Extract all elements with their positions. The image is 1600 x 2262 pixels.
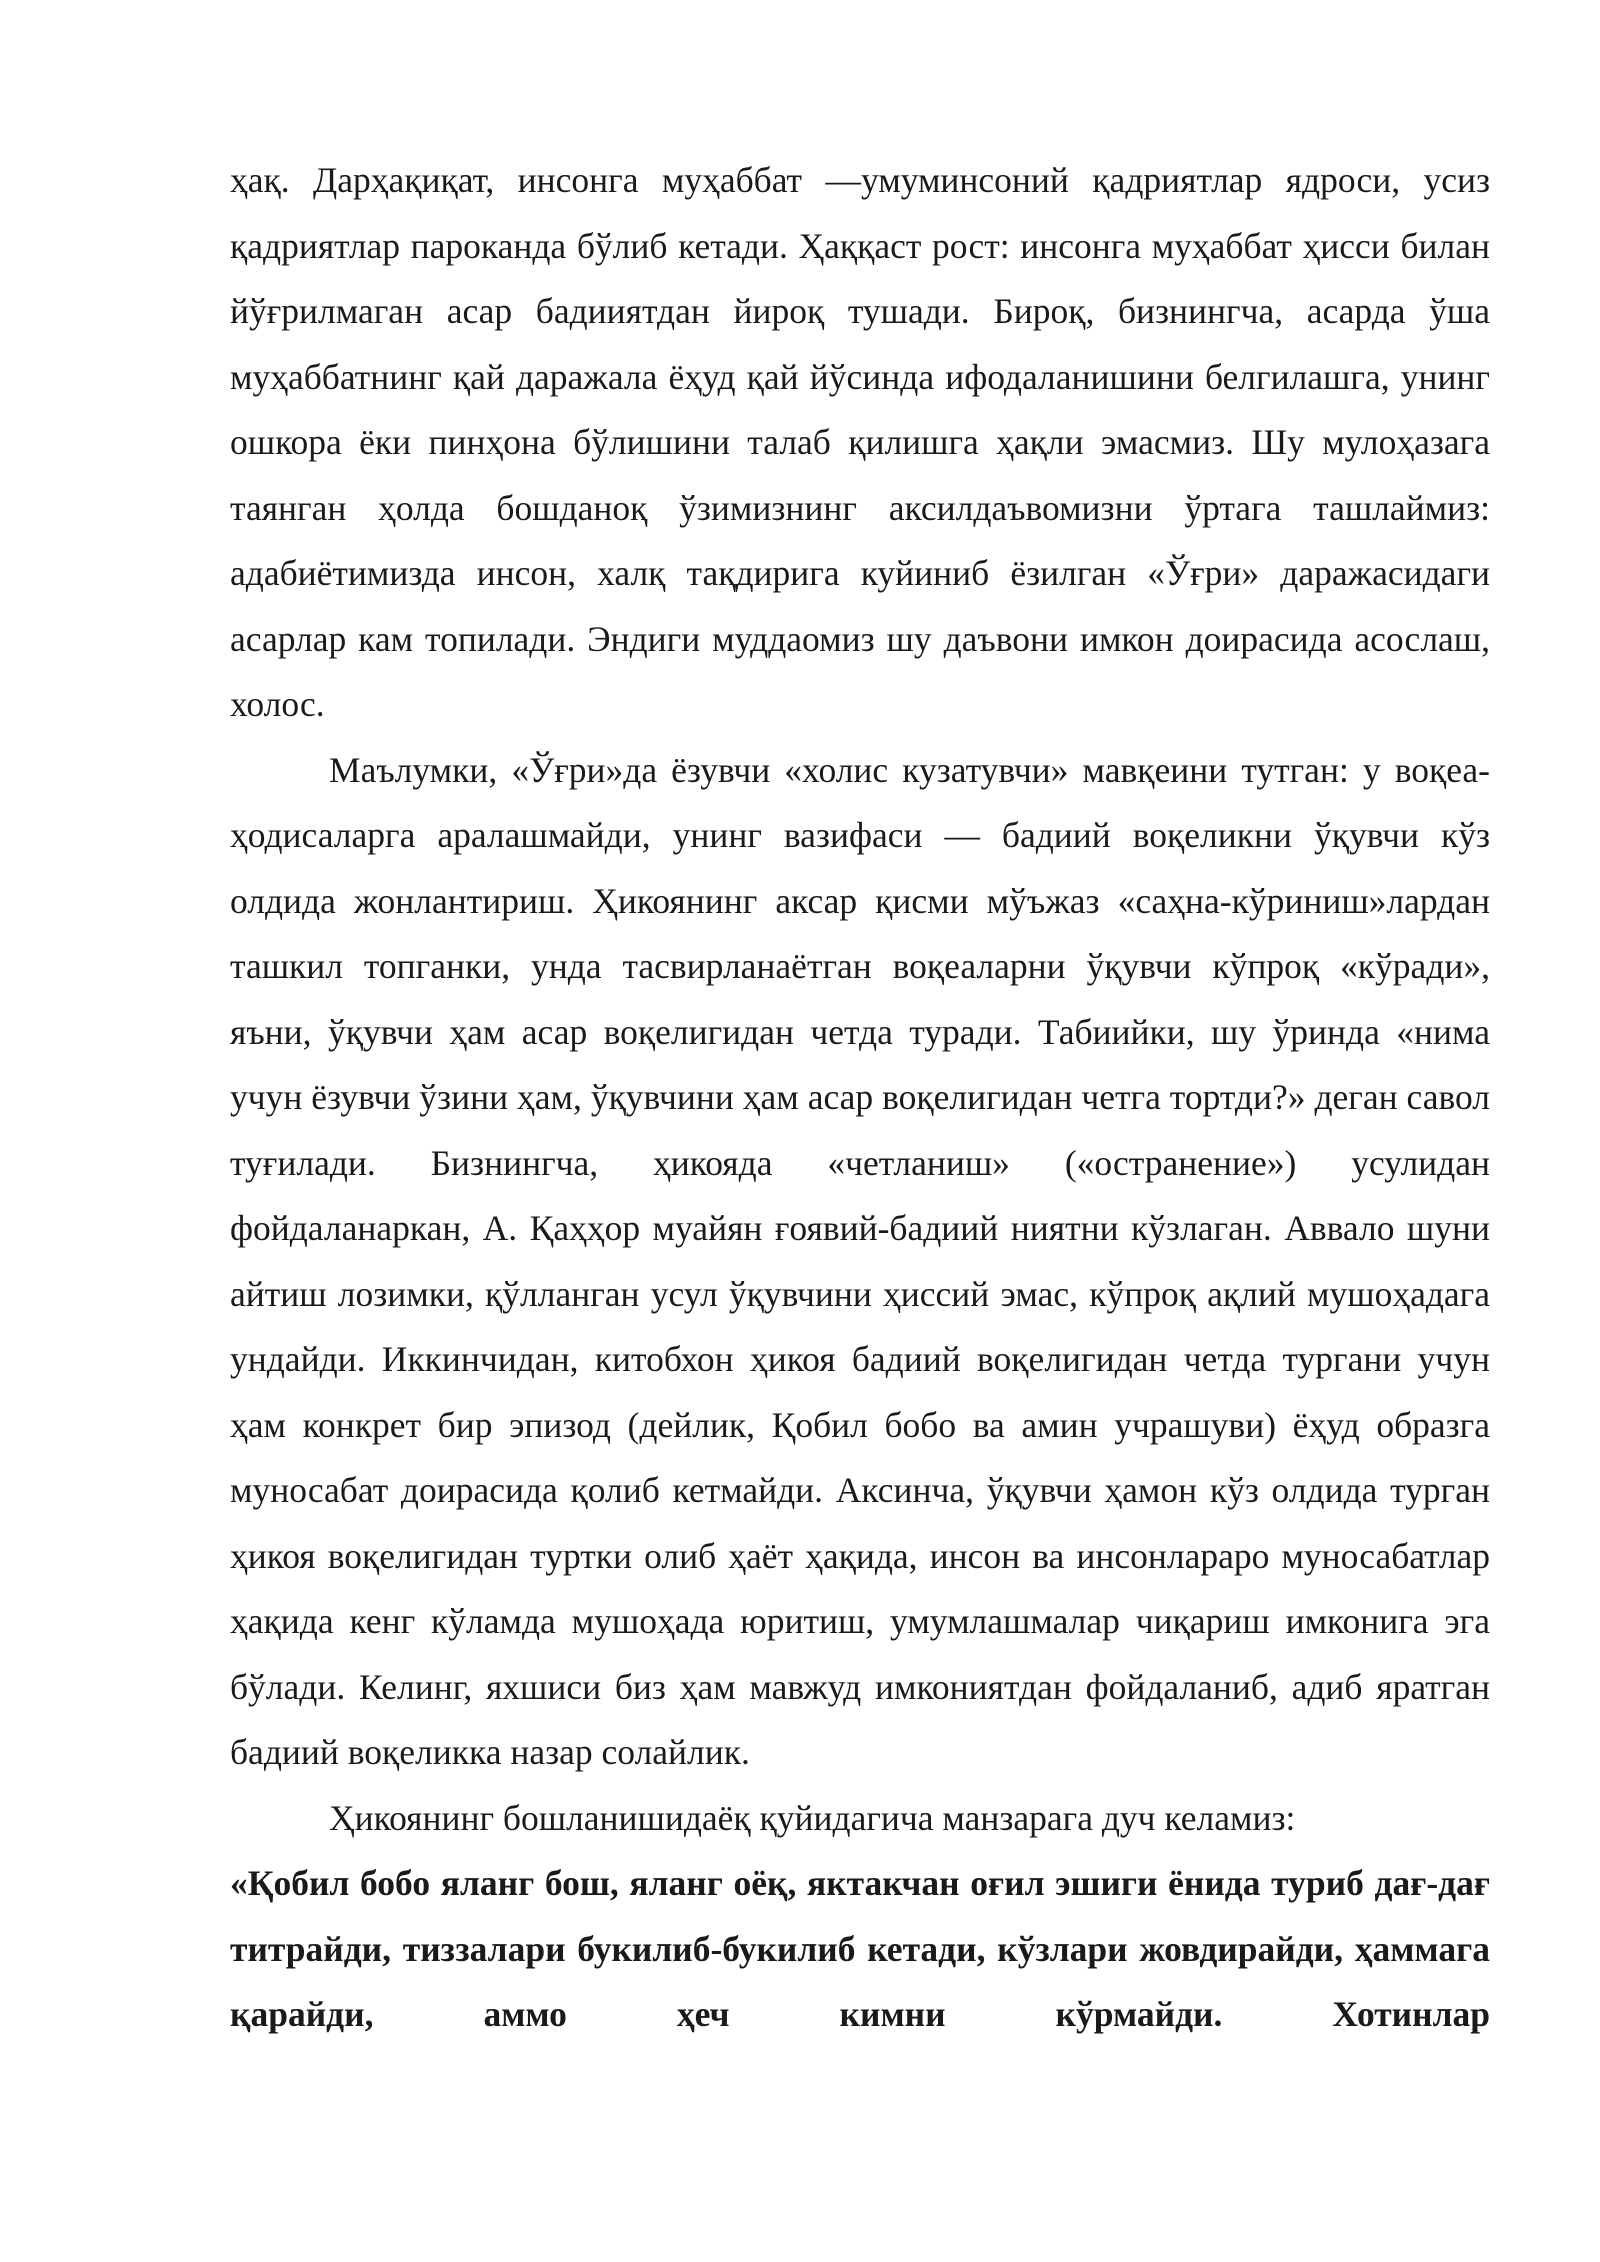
quotation-paragraph: «Қобил бобо яланг бош, яланг оёқ, яктакчан оғил эшиги ёнида туриб дағ-дағ титрайди, тиззалари букилиб-букилиб кетади, кўзлари жовдирайди, ҳаммага қарайди, аммо ҳеч кимни кўрмайди. Хотинлар — [230, 1863, 1490, 2034]
paragraph-1: ҳақ. Дарҳақиқат, инсонга муҳаббат —умуминсоний қадриятлар ядроси, усиз қадриятлар пароканда бўлиб кетади. Ҳаққаст рост: инсонга муҳаббат ҳисси билан йўғрилмаган асар бадииятдан йироқ тушади. Бироқ, бизнингча, асарда ўша муҳаббатнинг қай даражала ёҳуд қай йўсинда ифодаланишини белгилашга, унинг ошкора ёки пинҳона бўлишини талаб қилишга ҳақли эмасмиз. Шу мулоҳазага таянган ҳолда бошданоқ ўзимизнинг аксилдаъвомизни ўртага ташлаймиз: адабиётимизда инсон, халқ тақдирига куйиниб ёзилган «Ўғри» даражасидаги асарлар кам топилади. Эндиги муддаомиз шу даъвони имкон доирасида асослаш, холос. — [230, 160, 1490, 724]
document-page — [230, 148, 1490, 2048]
paragraph-3: Ҳикоянинг бошланишидаёқ қуйидагича манзарага дуч келамиз: — [329, 1797, 1296, 1838]
paragraph-2: Маълумки, «Ўғри»да ёзувчи «холис кузатувчи» мавқеини тутган: у воқеа-ҳодисаларга аралашмайди, унинг вазифаси — бадиий воқеликни ўқувчи кўз олдида жонлантириш. Ҳикоянинг аксар қисми мўъжаз «саҳна-кўриниш»лардан ташкил топганки, унда тасвирланаётган воқеаларни ўқувчи кўпроқ «кўради», яъни, ўқувчи ҳам асар воқелигидан четда туради. Табиийки, шу ўринда «нима учун ёзувчи ўзини ҳам, ўқувчини ҳам асар воқелигидан четга тортди?» деган савол туғилади. Бизнингча, ҳикояда «четланиш» («остранение») усулидан фойдаланаркан, А. Қаҳҳор муайян ғоявий-бадиий ниятни кўзлаган. Аввало шуни айтиш лозимки, қўлланган усул ўқувчини ҳиссий эмас, кўпроқ ақлий мушоҳадага ундайди. Иккинчидан, китобхон ҳикоя бадиий воқелигидан четда тургани учун ҳам конкрет бир эпизод (дейлик, Қобил бобо ва амин учрашуви) ёҳуд образга муносабат доирасида қолиб кетмайди. Аксинча, ўқувчи ҳамон кўз олдида турган ҳикоя воқелигидан туртки олиб ҳаёт ҳақида, инсон ва инсонлараро муносабатлар ҳақида кенг кўламда мушоҳада юритиш, умумлашмалар чиқариш имконига эга бўлади. Келинг, яхшиси биз ҳам мавжуд имкониятдан фойдаланиб, адиб яратган бадиий воқеликка назар солайлик. — [230, 749, 1490, 1772]
